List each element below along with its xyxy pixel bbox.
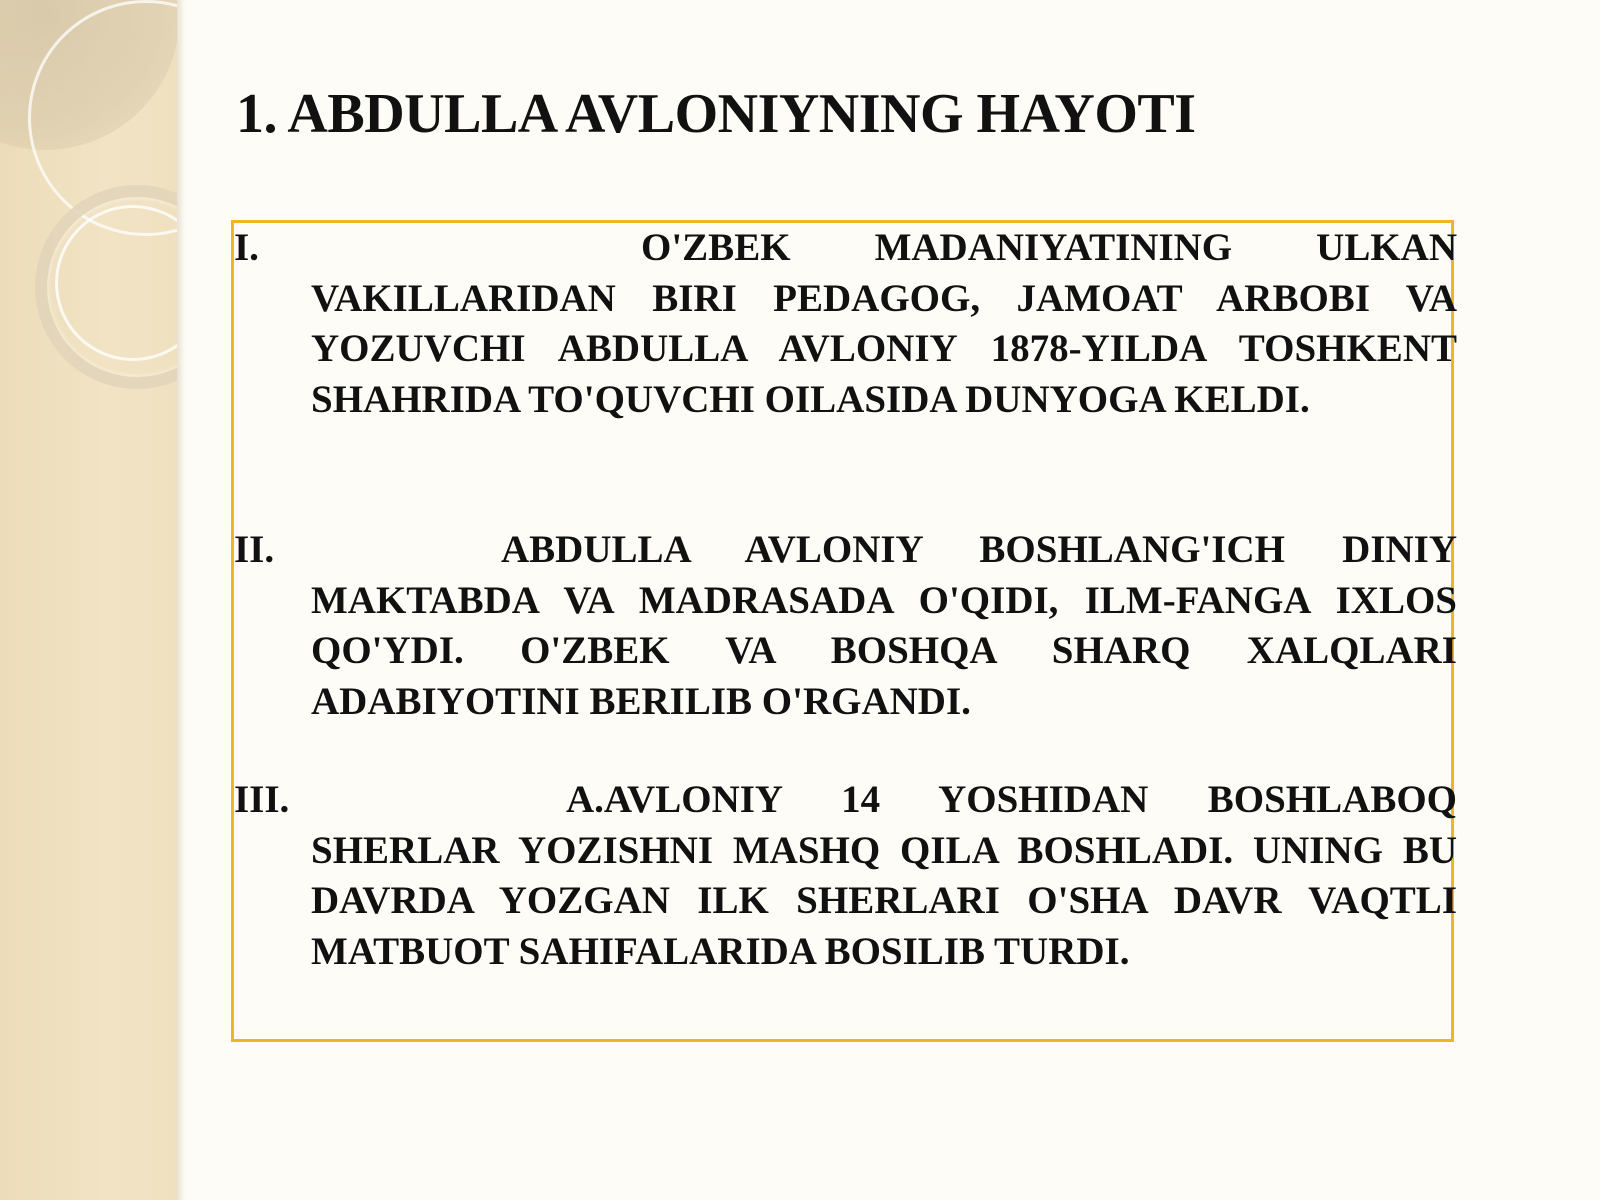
list-item [234, 775, 1457, 977]
list-item [234, 223, 1457, 425]
list-item-text: ABDULLA AVLONIY BOSHLANG'ICH DINIY MAKTABDA VA MADRASADA O'QIDI, ILM-FANGA IXLOS QO'YDI. O'ZBEK VA BOSHQA SHARQ XALQLARI ADABIYOTINI BERILIB O'RGANDI. [311, 528, 1457, 723]
list-item [234, 525, 1457, 727]
list-item-text: A.AVLONIY 14 YOSHIDAN BOSHLABOQ SHERLAR YOZISHNI MASHQ QILA BOSHLADI. UNING BU DAVRDA YOZGAN ILK SHERLARI O'SHA DAVR VAQTLI MATBUOT SAHIFALARIDA BOSILIB TURDI. [311, 778, 1457, 973]
decorative-side-panel [0, 0, 177, 1200]
list-item-number: I. [234, 226, 259, 269]
list-item-text: O'ZBEK MADANIYATINING ULKAN VAKILLARIDAN BIRI PEDAGOG, JAMOAT ARBOBI VA YOZUVCHI ABDULLA AVLONIY 1878-YILDA TOSHKENT SHAHRIDA TO'QUVCHI OILASIDA DUNYOGA KELDI. [311, 226, 1457, 421]
list-item-number: II. [234, 528, 275, 571]
slide-title: 1. ABDULLA AVLONIYNING HAYOTI [236, 83, 1196, 145]
side-panel-shadow [177, 0, 185, 1200]
list-item-number: III. [234, 778, 290, 821]
content-box [231, 220, 1457, 1042]
